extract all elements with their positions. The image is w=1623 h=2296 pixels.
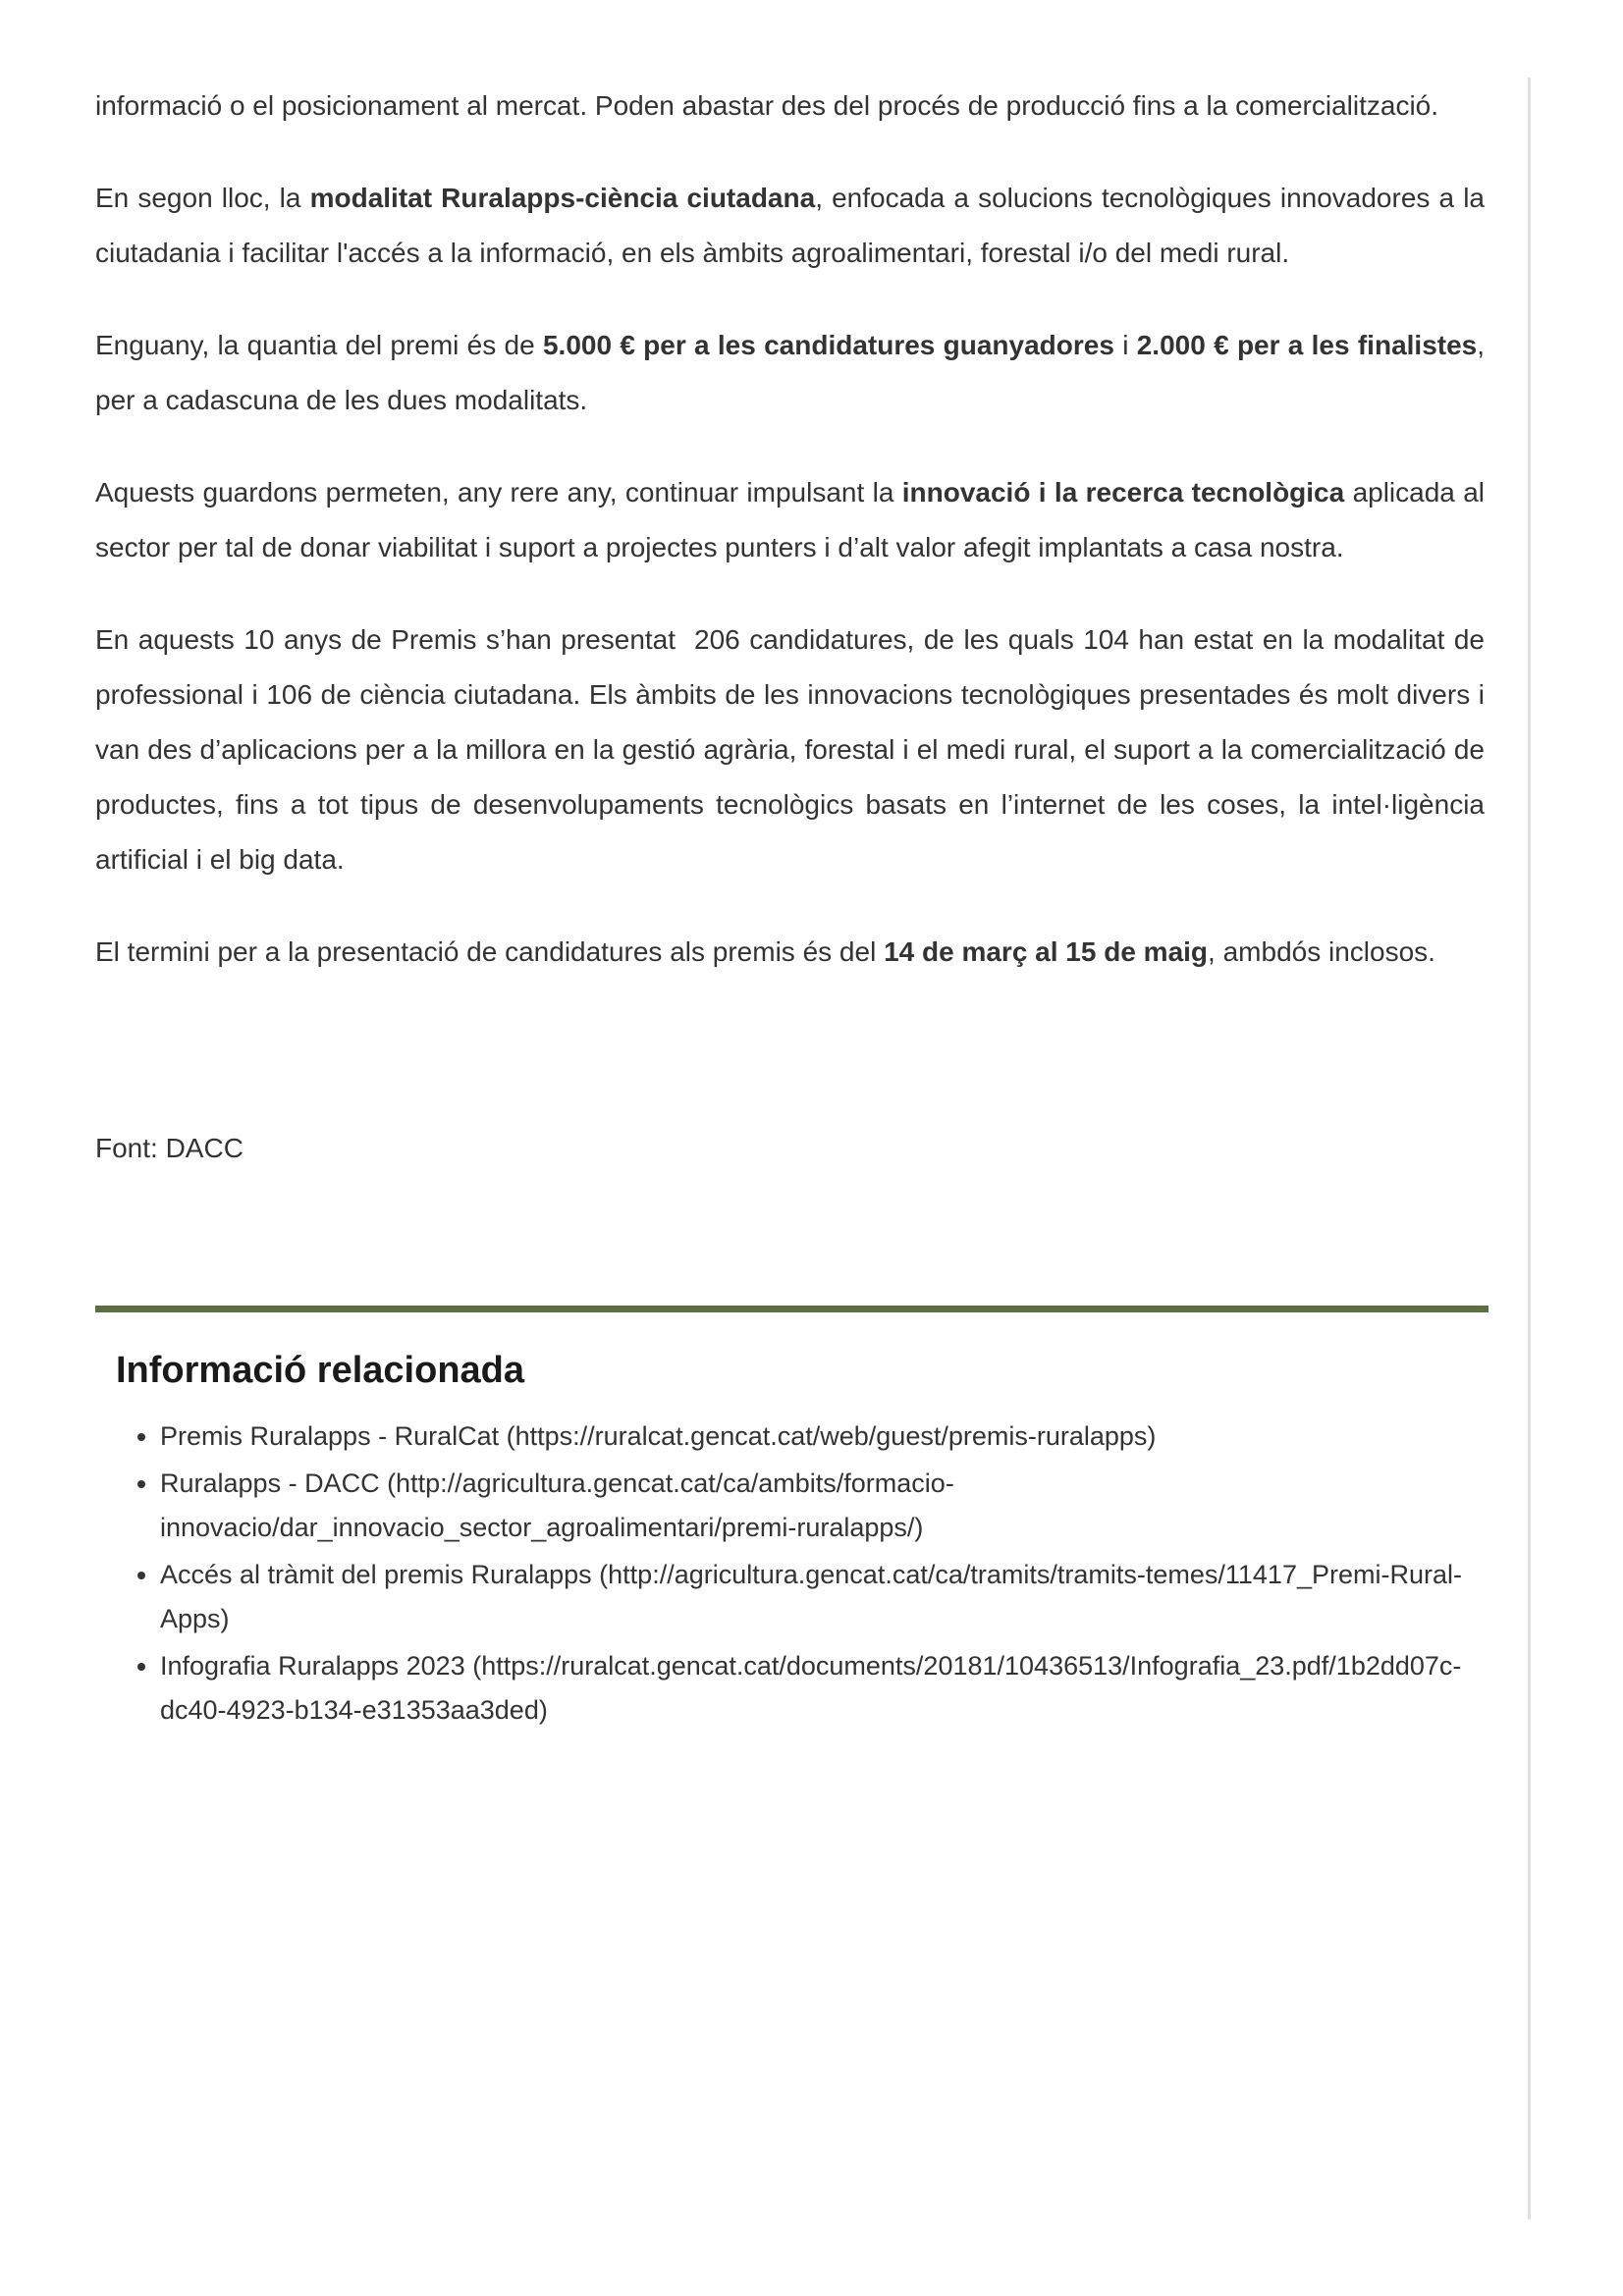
article-paragraph: Aquests guardons permeten, any rere any, continuar impulsant la innovació i la recerca tecnològica aplicada al sector per tal de donar viabilitat i suport a projectes punters i d’alt valor afegit implantats a casa nostra.: [95, 477, 1486, 562]
section-divider: [95, 1306, 1488, 1312]
source-line: Font: DACC: [95, 1133, 243, 1163]
article-paragraph: En segon lloc, la modalitat Ruralapps-ciència ciutadana, enfocada a solucions tecnològiques innovadores a la ciutadania i facilitar l'accés a la informació, en els àmbits agroalimentari, forestal i/o del medi rural.: [95, 183, 1485, 268]
article-body: [95, 79, 1485, 1735]
related-links-list: [95, 1415, 1485, 1733]
related-link-item[interactable]: • Ruralapps - DACC (http://agricultura.gencat.cat/ca/ambits/formacio-innovacio/dar_innovacio_sector_agroalimentari/premi-ruralapps/): [160, 1462, 1485, 1550]
related-link-item[interactable]: • Premis Ruralapps - RuralCat (https://ruralcat.gencat.cat/web/guest/premis-ruralapps): [160, 1415, 1485, 1459]
related-link-item[interactable]: • Accés al tràmit del premis Ruralapps (http://agricultura.gencat.cat/ca/tramits/tramits-temes/11417_Premi-Rural-Apps): [160, 1553, 1485, 1641]
article-paragraph: informació o el posicionament al mercat. Poden abastar des del procés de producció fins a la comercialització.: [95, 90, 1439, 121]
article-paragraph: Enguany, la quantia del premi és de 5.000 € per a les candidatures guanyadores i 2.000 € per a les finalistes, per a cadascuna de les dues modalitats.: [95, 330, 1486, 415]
article-paragraph: El termini per a la presentació de candidatures als premis és del 14 de març al 15 de maig, ambdós inclosos.: [95, 936, 1435, 967]
related-link-item[interactable]: • Infografia Ruralapps 2023 (https://ruralcat.gencat.cat/documents/20181/10436513/Infografia_23.pdf/1b2dd07c-dc40-4923-b134-e31353aa3ded): [160, 1644, 1485, 1733]
related-info-section: [95, 1348, 1485, 1733]
article-paragraph: En aquests 10 anys de Premis s’han presentat 206 candidatures, de les quals 104 han estat en la modalitat de professional i 106 de ciència ciutadana. Els àmbits de les innovacions tecnològiques presentades és molt divers i van des d’aplicacions per a la millora en la gestió agrària, forestal i el medi rural, el suport a la comercialització de productes, fins a tot tipus de desenvolupaments tecnològics basats en l’internet de les coses, la intel·ligència artificial i el big data.: [95, 624, 1485, 875]
related-info-heading: Informació relacionada: [116, 1350, 525, 1391]
content-right-border: [1528, 78, 1531, 2219]
